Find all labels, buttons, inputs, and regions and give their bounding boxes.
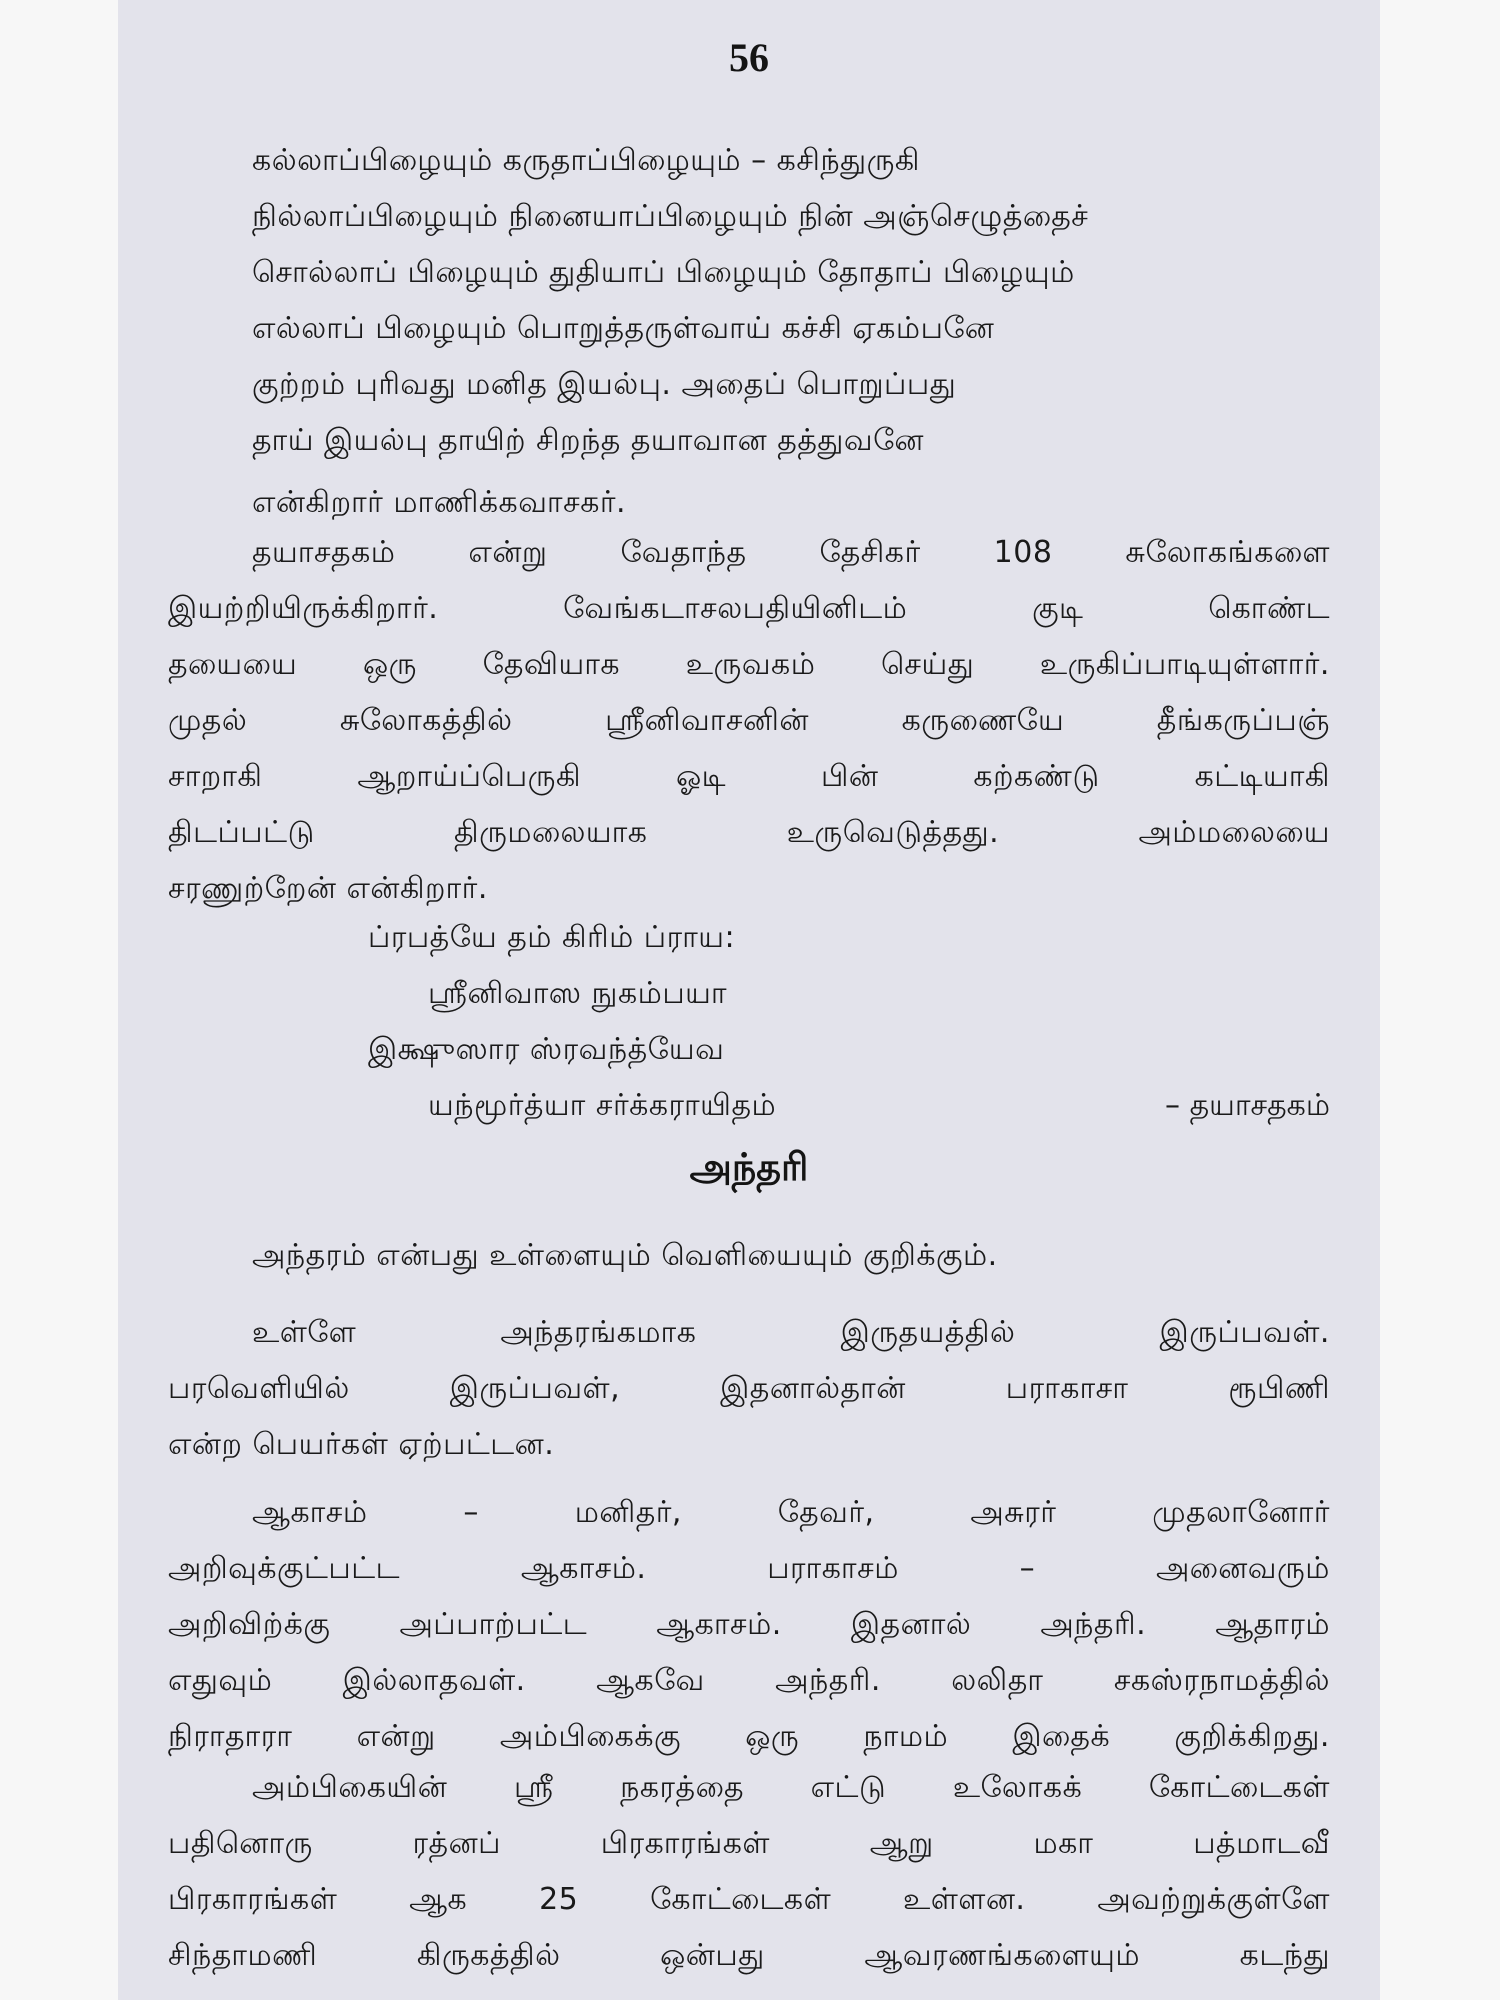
word: இருதயத்தில் (840, 1315, 1016, 1350)
poem-line: நில்லாப்பிழையும் நினையாப்பிழையும் நின் அஞ்செழுத்தைச் (252, 199, 1089, 234)
word: கோட்டைகள் (1148, 1770, 1330, 1805)
word: நாமம் (863, 1719, 949, 1754)
poem-line: எல்லாப் பிழையும் பொறுத்தருள்வாய் கச்சி ஏகம்பனே (252, 311, 995, 346)
word: சிந்தாமணி (168, 1938, 318, 1973)
word: ஆக (409, 1882, 468, 1917)
word: கொண்ட (1208, 591, 1330, 626)
word: தயையை (168, 647, 298, 682)
paragraph-5 (168, 1760, 1330, 1984)
paragraph-line (168, 1305, 1330, 1361)
word: உள்ளே (252, 1315, 357, 1350)
word: எட்டு (810, 1770, 887, 1805)
sanskrit-verse (368, 910, 1330, 1134)
word: அப்பாற்பட்ட (399, 1607, 588, 1642)
paragraph-line (168, 1653, 1330, 1709)
section-heading: அந்தரி (689, 1145, 809, 1189)
word: இதனால்தான் (720, 1371, 906, 1406)
word: குறிக்கிறது. (1174, 1719, 1330, 1754)
paragraph-line (168, 1541, 1330, 1597)
word: எதுவும் (168, 1663, 273, 1698)
paragraph-2 (168, 1228, 1330, 1284)
word: இயற்றியிருக்கிறார். (168, 591, 439, 626)
word: 108 (993, 535, 1053, 570)
word: 25 (539, 1882, 579, 1917)
word: ஓடி (675, 759, 727, 794)
word: தீங்கருப்பஞ் (1156, 703, 1330, 738)
word: நிராதாரா (168, 1719, 293, 1754)
word: பராகாசா (1005, 1371, 1129, 1406)
word: ஆதாரம் (1215, 1607, 1330, 1642)
word: உருவெடுத்தது. (786, 815, 1000, 850)
word: சுலோகத்தில் (339, 703, 513, 738)
word: அறிவுக்குட்பட்ட (168, 1551, 400, 1586)
verse-attribution: – தயாசதகம் (1165, 1088, 1330, 1123)
word: அந்தரி. (1040, 1607, 1147, 1642)
poem-line: தாய் இயல்பு தாயிற் சிறந்த தயாவான தத்துவனே (252, 423, 924, 458)
word: அவற்றுக்குள்ளே (1097, 1882, 1330, 1917)
word: இருப்பவள், (449, 1371, 621, 1406)
poem-line: குற்றம் புரிவது மனித இயல்பு. அதைப் பொறுப்பது (252, 367, 957, 402)
word: இதைக் (1012, 1719, 1111, 1754)
paragraph-line (168, 525, 1330, 581)
word: அந்தரி. (775, 1663, 881, 1698)
paragraph-line (168, 805, 1330, 861)
word: பதினொரு (168, 1826, 313, 1861)
word: கருணையே (901, 703, 1065, 738)
word: ஸ்ரீ (513, 1770, 554, 1805)
word: முதல் (168, 703, 248, 738)
word: அறிவிற்க்கு (168, 1607, 331, 1642)
paragraph-line (168, 1760, 1330, 1816)
word: அசுரர் (970, 1495, 1057, 1530)
word: பிரகாரங்கள் (600, 1826, 770, 1861)
word: செய்து (881, 647, 975, 682)
word: மகா (1033, 1826, 1094, 1861)
word: என்று (468, 535, 548, 570)
paragraph-line (168, 1597, 1330, 1653)
word: தேவியாக (482, 647, 621, 682)
word: ஒரு (362, 647, 417, 682)
word: அந்தரங்கமாக (500, 1315, 697, 1350)
word: கற்கண்டு (973, 759, 1100, 794)
paragraph-line (168, 581, 1330, 637)
word: உலோகக் (952, 1770, 1083, 1805)
word: கோட்டைகள் (650, 1882, 832, 1917)
word: – (1019, 1551, 1036, 1586)
paragraph-line (168, 693, 1330, 749)
word: உருகிப்பாடியுள்ளார். (1039, 647, 1330, 682)
word: பின் (820, 759, 879, 794)
word: உருவகம் (685, 647, 816, 682)
paragraph-line (168, 1928, 1330, 1984)
page-number: 56 (729, 35, 769, 80)
word: ஆகவே (596, 1663, 705, 1698)
verse-line: ப்ரபத்யே தம் கிரிம் ப்ராய: (368, 920, 736, 955)
paragraph-line (168, 1872, 1330, 1928)
word: ஆறு (869, 1826, 934, 1861)
word: ஸ்ரீனிவாசனின் (605, 703, 810, 738)
paragraph-line (168, 1709, 1330, 1765)
word: ஆகாசம். (656, 1607, 782, 1642)
word: இருப்பவள். (1159, 1315, 1330, 1350)
word: இதனால் (850, 1607, 972, 1642)
verse-line: இக்ஷுஸார ஸ்ரவந்த்யேவ (368, 1032, 725, 1067)
word: – (463, 1495, 479, 1530)
word: வேதாந்த (620, 535, 747, 570)
word: மனிதர், (574, 1495, 682, 1530)
word: திருமலையாக (454, 815, 648, 850)
paragraph-line (168, 1485, 1330, 1541)
word: கிருகத்தில் (416, 1938, 561, 1973)
word: ஒரு (745, 1719, 800, 1754)
word: ஆவரணங்களையும் (864, 1938, 1140, 1973)
paragraph-line: சரணுற்றேன் என்கிறார். (168, 871, 488, 906)
word: சுலோகங்களை (1125, 535, 1330, 570)
word: பிரகாரங்கள் (168, 1882, 338, 1917)
verse-line: ஸ்ரீனிவாஸ நுகம்பயா (428, 976, 728, 1011)
word: பத்மாடவீ (1193, 1826, 1330, 1861)
book-page (118, 0, 1380, 2000)
word: சாறாகி (168, 759, 263, 794)
paragraph-line: என்ற பெயர்கள் ஏற்பட்டன. (168, 1427, 555, 1462)
paragraph-line (168, 1816, 1330, 1872)
word: ஒன்பது (660, 1938, 765, 1973)
paragraph-line (168, 1361, 1330, 1417)
paragraph-line (168, 637, 1330, 693)
word: உள்ளன. (902, 1882, 1026, 1917)
poem-line: சொல்லாப் பிழையும் துதியாப் பிழையும் தோதாப் பிழையும் (252, 255, 1075, 290)
word: ஆறாய்ப்பெருகி (357, 759, 582, 794)
word: அனைவரும் (1155, 1551, 1330, 1586)
word: அம்பிகையின் (252, 1770, 448, 1805)
word: பரவெளியில் (168, 1371, 350, 1406)
word: பராகாசம் (767, 1551, 899, 1586)
word: அம்மலையை (1138, 815, 1330, 850)
word: முதலானோர் (1152, 1495, 1330, 1530)
verse-line: யந்மூர்த்யா சர்க்கராயிதம் (428, 1088, 777, 1123)
word: அம்பிகைக்கு (499, 1719, 682, 1754)
paragraph-1 (168, 525, 1330, 917)
paragraph-4 (168, 1485, 1330, 1765)
word: வேங்கடாசலபதியினிடம் (563, 591, 908, 626)
poem-block (168, 133, 1330, 531)
word: லலிதா (951, 1663, 1044, 1698)
word: ஆகாசம். (520, 1551, 647, 1586)
word: குடி (1032, 591, 1084, 626)
word: நகரத்தை (620, 1770, 744, 1805)
paragraph-line: அந்தரம் என்பது உள்ளையும் வெளியையும் குறிக்கும். (252, 1238, 998, 1273)
word: கடந்து (1239, 1938, 1330, 1973)
word: சகஸ்ரநாமத்தில் (1113, 1663, 1330, 1698)
word: தேவர், (777, 1495, 875, 1530)
poem-line: கல்லாப்பிழையும் கருதாப்பிழையும் – கசிந்துருகி (252, 143, 920, 178)
paragraph-3 (168, 1305, 1330, 1473)
word: கட்டியாகி (1194, 759, 1330, 794)
paragraph-line (168, 749, 1330, 805)
word: தேசிகர் (819, 535, 921, 570)
word: திடப்பட்டு (168, 815, 315, 850)
poem-line: என்கிறார் மாணிக்கவாசகர். (252, 485, 627, 520)
word: ஆகாசம் (252, 1495, 368, 1530)
word: ரூபிணி (1228, 1371, 1330, 1406)
word: இல்லாதவள். (342, 1663, 526, 1698)
word: என்று (356, 1719, 436, 1754)
word: ரத்னப் (412, 1826, 502, 1861)
word: தயாசதகம் (252, 535, 396, 570)
